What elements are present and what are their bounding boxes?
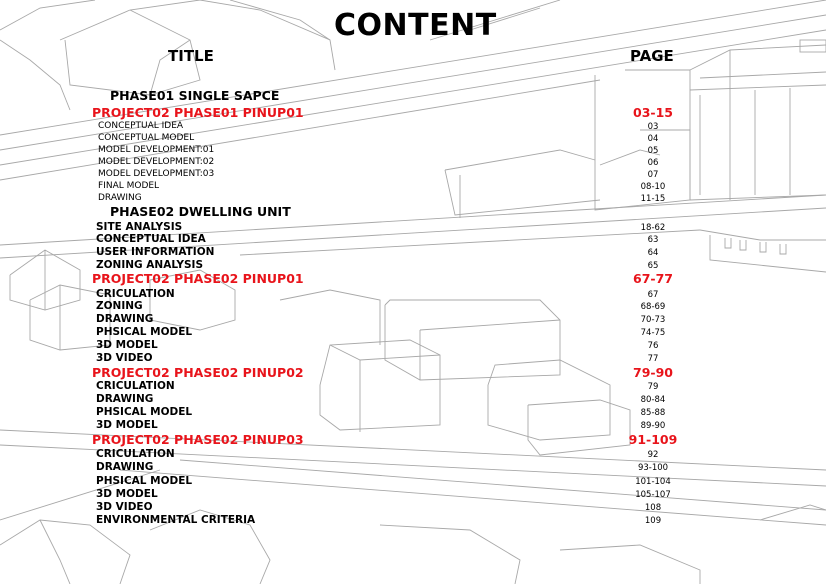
page-number: 11-15 bbox=[640, 194, 666, 204]
project-page-range: 03-15 bbox=[633, 105, 673, 120]
contents-item-title: DRAWING bbox=[98, 193, 142, 203]
page-number: 79 bbox=[647, 382, 659, 392]
contents-item-title: 3D VIDEO bbox=[96, 352, 153, 364]
page-number: 64 bbox=[647, 248, 659, 258]
contents-item-title: PHSICAL MODEL bbox=[96, 326, 193, 338]
contents-item-title: 3D MODEL bbox=[96, 419, 158, 431]
page-number: 65 bbox=[647, 261, 659, 271]
page-title: CONTENT bbox=[334, 8, 497, 43]
page-number: 92 bbox=[647, 450, 659, 460]
contents-item-title: DRAWING bbox=[96, 393, 154, 405]
contents-item-title: ENVIRONMENTAL CRITERIA bbox=[96, 514, 256, 526]
page-number: 80-84 bbox=[640, 395, 666, 405]
contents-item-title: MODEL DEVELOPMENT:01 bbox=[98, 145, 215, 155]
page-number: 70-73 bbox=[640, 315, 666, 325]
project-page-range: 79-90 bbox=[633, 365, 673, 380]
page-number: 101-104 bbox=[635, 477, 671, 487]
page-number: 74-75 bbox=[640, 328, 666, 338]
page-number: 04 bbox=[647, 134, 659, 144]
page-number: 67 bbox=[647, 290, 659, 300]
contents-item-title: ZONING bbox=[96, 300, 143, 312]
page-number: 89-90 bbox=[640, 421, 666, 431]
page-number: 68-69 bbox=[640, 302, 666, 312]
contents-item-title: PHSICAL MODEL bbox=[96, 475, 193, 487]
project-page-range: 91-109 bbox=[628, 432, 678, 447]
project-page-range: 67-77 bbox=[633, 271, 673, 286]
contents-item-title: 3D VIDEO bbox=[96, 501, 153, 513]
project-heading: PROJECT02 PHASE02 PINUP03 bbox=[92, 432, 304, 447]
project-heading: PROJECT02 PHASE02 PINUP01 bbox=[92, 271, 304, 286]
contents-item-title: CONCEPTUAL IDEA bbox=[98, 121, 184, 131]
page-number: 63 bbox=[647, 235, 659, 245]
contents-item-title: CRICULATION bbox=[96, 288, 175, 300]
contents-item-title: USER INFORMATION bbox=[96, 246, 215, 258]
page-column-header: PAGE bbox=[630, 47, 674, 65]
page-number: 108 bbox=[644, 503, 662, 513]
page-number: 08-10 bbox=[640, 182, 666, 192]
contents-item-title: 3D MODEL bbox=[96, 488, 158, 500]
phase-heading: PHASE01 SINGLE SAPCE bbox=[110, 88, 280, 103]
page-number: 77 bbox=[647, 354, 659, 364]
project-heading: PROJECT02 PHASE02 PINUP02 bbox=[92, 365, 304, 380]
contents-item-title: 3D MODEL bbox=[96, 339, 158, 351]
contents-item-title: CRICULATION bbox=[96, 448, 175, 460]
page-number: 03 bbox=[647, 122, 659, 132]
contents-item-title: DRAWING bbox=[96, 313, 154, 325]
contents-item-title: MODEL DEVELOPMENT:03 bbox=[98, 169, 215, 179]
page-number: 85-88 bbox=[640, 408, 666, 418]
contents-item-title: SITE ANALYSIS bbox=[96, 221, 183, 233]
page-number: 105-107 bbox=[635, 490, 671, 500]
phase-heading: PHASE02 DWELLING UNIT bbox=[110, 204, 291, 219]
contents-item-title: PHSICAL MODEL bbox=[96, 406, 193, 418]
page-number: 05 bbox=[647, 146, 659, 156]
contents-item-title: CONCEPTUAL MODEL bbox=[98, 133, 195, 143]
title-column-header: TITLE bbox=[168, 47, 214, 65]
page-number: 93-100 bbox=[637, 463, 669, 473]
page-number: 06 bbox=[647, 158, 659, 168]
page-number: 109 bbox=[644, 516, 662, 526]
project-heading: PROJECT02 PHASE01 PINUP01 bbox=[92, 105, 304, 120]
page-number: 76 bbox=[647, 341, 659, 351]
contents-item-title: MODEL DEVELOPMENT:02 bbox=[98, 157, 215, 167]
contents-item-title: CRICULATION bbox=[96, 380, 175, 392]
contents-item-title: FINAL MODEL bbox=[98, 181, 160, 191]
contents-item-title: ZONING ANALYSIS bbox=[96, 259, 204, 271]
page-number: 18-62 bbox=[640, 223, 666, 233]
contents-item-title: DRAWING bbox=[96, 461, 154, 473]
contents-item-title: CONCEPTUAL IDEA bbox=[96, 233, 206, 245]
page-number: 07 bbox=[647, 170, 659, 180]
